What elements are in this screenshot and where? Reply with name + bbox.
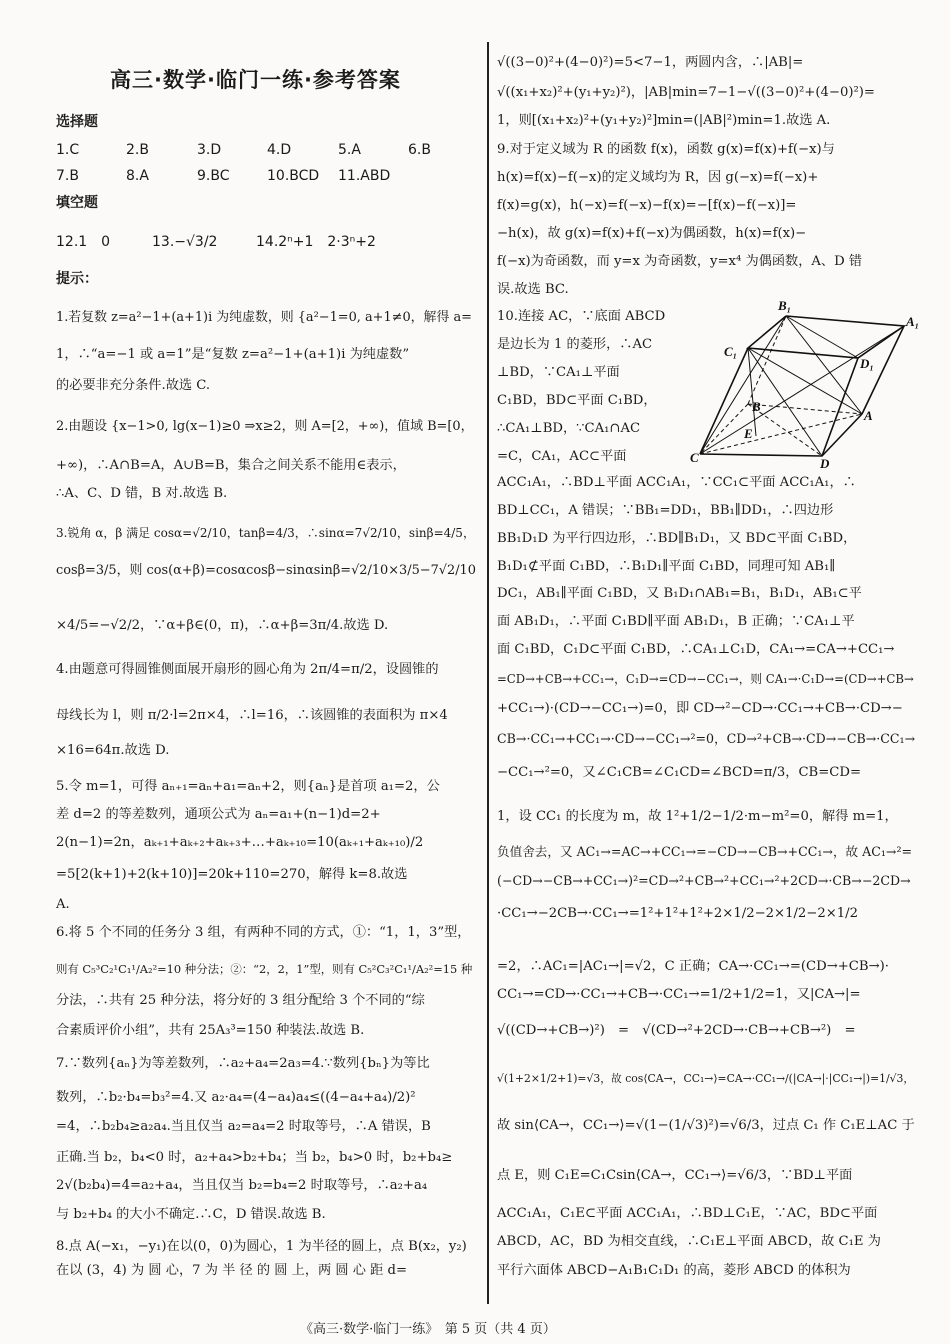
- left-explanation-line: 的必要非充分条件.故选 C.: [56, 378, 211, 393]
- right-explanation-line: CB→·CC₁→+CC₁→·CD→−CC₁→²=0，CD→²+CB→·CD→−CB→·CC₁→: [497, 731, 916, 746]
- right-explanation-line: 负值舍去，又 AC₁→=AC→+CC₁→=−CD→−CB→+CC₁→，故 AC₁→²=: [497, 844, 913, 859]
- label-e: E: [744, 426, 753, 441]
- right-explanation-line: −CC₁→²=0，又∠C₁CB=∠C₁CD=∠BCD=π/3，CB=CD=: [497, 765, 861, 780]
- right-explanation-line: √((CD→+CB→)²) = √(CD→²+2CD→·CB→+CB→²) =: [497, 1023, 856, 1038]
- right-explanation-line: f(−x)为奇函数，而 y=x 为奇函数，y=x⁴ 为偶函数，A、D 错: [497, 254, 863, 269]
- answer-4: 4.D: [267, 142, 292, 158]
- edge-dd1: [822, 358, 858, 456]
- left-explanation-line: 差 d=2 的等差数列，通项公式为 aₙ=a₁+(n−1)d=2+: [56, 807, 381, 822]
- answer-6: 6.B: [408, 142, 431, 158]
- label-a: A: [864, 408, 873, 423]
- left-explanation-line: 2.由题设 {x−1>0, lg(x−1)≥0 ⇒x≥2，则 A=[2，+∞)，值域 B=[0，: [56, 419, 474, 434]
- hidden-bb1: [748, 316, 786, 404]
- answer-2: 2.B: [126, 142, 149, 158]
- left-explanation-line: 5.令 m=1，可得 aₙ₊₁=aₙ+a₁=aₙ+2，则{aₙ}是首项 a₁=2，公: [56, 779, 440, 794]
- right-explanation-line: 是边长为 1 的菱形，∴AC: [497, 337, 653, 352]
- left-explanation-line: 正确.当 b₂，b₄<0 时，a₂+a₄>b₂+b₄；当 b₂，b₄>0 时，b₂+b₄≥: [56, 1150, 453, 1165]
- diag-ac1: [748, 348, 862, 414]
- left-explanation-line: ×16=64π.故选 D.: [56, 743, 170, 758]
- right-explanation-line: h(x)=f(x)−f(−x)的定义域均为 R，因 g(−x)=f(−x)+: [497, 170, 819, 185]
- right-explanation-line: =CD→+CB→+CC₁→，C₁D→=CD→−CC₁→，则 CA₁→·C₁D→=(CD→+CB→: [497, 672, 914, 686]
- label-d: D: [820, 456, 830, 468]
- right-explanation-line: 面 C₁BD，C₁D⊂平面 C₁BD，∴CA₁⊥C₁D，CA₁→=CA→+CC₁→: [497, 642, 895, 657]
- left-explanation-line: 在以 (3，4) 为 圆 心，7 为 半 径 的 圆 上，两 圆 心 距 d=: [56, 1263, 408, 1278]
- label-d1: D₁: [860, 356, 874, 371]
- diag-ab1: [786, 316, 862, 414]
- right-explanation-line: ∴CA₁⊥BD，∵CA₁∩AC: [497, 421, 641, 436]
- left-explanation-line: ∴A、C、D 错，B 对.故选 B.: [56, 486, 228, 501]
- left-explanation-line: 1.若复数 z=a²−1+(a+1)i 为纯虚数，则 {a²−1=0, a+1≠0，解得 a=: [56, 310, 472, 325]
- left-explanation-line: 则有 C₅³C₂¹C₁¹/A₂²=10 种分法；②：“2，2，1”型，则有 C₅²C₃²C₁¹/A₂²=15 种: [56, 962, 473, 976]
- left-explanation-line: 2(n−1)=2n，aₖ₊₁+aₖ₊₂+aₖ₊₃+…+aₖ₊₁₀=10(aₖ₊₁+aₖ₊₁₀)/2: [56, 835, 424, 850]
- left-explanation-line: A.: [56, 897, 70, 912]
- section-fill: 填空题: [56, 195, 98, 211]
- right-explanation-line: B₁D₁⊄平面 C₁BD，∴B₁D₁∥平面 C₁BD，同理可知 AB₁∥: [497, 559, 836, 574]
- label-b: B: [752, 399, 761, 414]
- right-explanation-line: BB₁D₁D 为平行四边形，∴BD∥B₁D₁，又 BD⊂平面 C₁BD，: [497, 531, 857, 546]
- right-explanation-line: =C，CA₁，AC⊂平面: [497, 449, 627, 464]
- right-explanation-line: ·CC₁→−2CB→·CC₁→=1²+1²+1²+2×1/2−2×1/2−2×1/2: [497, 906, 859, 921]
- left-explanation-line: 1，∴“a=−1 或 a=1”是“复数 z=a²−1+(a+1)i 为纯虚数”: [56, 347, 410, 362]
- label-a1: A₁: [906, 314, 920, 329]
- hidden-ca: [700, 414, 862, 454]
- right-explanation-line: 点 E，则 C₁E=C₁Csin⟨CA→，CC₁→⟩=√6/3，∵BD⊥平面: [497, 1168, 853, 1183]
- right-explanation-line: f(x)=g(x)，h(−x)=f(−x)−f(x)=−[f(x)−f(−x)]=: [497, 198, 797, 213]
- answer-10: 10.BCD: [267, 168, 320, 184]
- fill-answer-12: 12.1 0: [56, 234, 111, 250]
- hidden-cb: [700, 404, 748, 454]
- left-explanation-line: =5[2(k+1)+2(k+10)]=20k+110=270，解得 k=8.故选: [56, 867, 408, 882]
- left-explanation-line: 7.∵数列{aₙ}为等差数列，∴a₂+a₄=2a₃=4.∵数列{bₙ}为等比: [56, 1056, 430, 1071]
- left-explanation-line: 6.将 5 个不同的任务分 3 组，有两种不同的方式，①：“1，1，3”型，: [56, 925, 471, 940]
- right-explanation-line: ACC₁A₁，C₁E⊂平面 ACC₁A₁，∴BD⊥C₁E，∵AC，BD⊂平面: [497, 1206, 878, 1221]
- right-explanation-line: −h(x)，故 g(x)=f(x)+f(−x)为偶函数，h(x)=f(x)−: [497, 226, 807, 241]
- right-explanation-line: =2，∴AC₁=|AC₁→|=√2，C 正确；CA→·CC₁→=(CD→+CB→)·: [497, 959, 889, 974]
- right-explanation-line: C₁BD，BD⊂平面 C₁BD，: [497, 393, 657, 408]
- label-c: C: [690, 450, 699, 465]
- right-explanation-line: 9.对于定义域为 R 的函数 f(x)，函数 g(x)=f(x)+f(−x)与: [497, 142, 835, 157]
- right-explanation-line: 1，则[(x₁+x₂)²+(y₁+y₂)²]min=(|AB|²)min=1.故选 A.: [497, 113, 831, 128]
- answer-11: 11.ABD: [338, 168, 391, 184]
- section-hints: 提示：: [56, 271, 98, 287]
- label-b1: B₁: [778, 298, 792, 313]
- left-explanation-line: 数列，∴b₂·b₄=b₃²=4.又 a₂·a₄=(4−a₄)a₄≤((4−a₄+a₄)/2)²: [56, 1090, 416, 1105]
- left-explanation-line: 2√(b₂b₄)=4=a₂+a₄，当且仅当 b₂=b₄=2 时取等号，∴a₂+a₄: [56, 1178, 428, 1193]
- answer-9: 9.BC: [197, 168, 230, 184]
- right-explanation-line: (−CD→−CB→+CC₁→)²=CD→²+CB→²+CC₁→²+2CD→·CB→−2CD→: [497, 873, 911, 888]
- right-explanation-line: √((3−0)²+(4−0)²)=5<7−1，两圆内含，∴|AB|=: [497, 55, 804, 70]
- right-explanation-line: √((x₁+x₂)²+(y₁+y₂)²)，|AB|min=7−1−√((3−0)²+(4−0)²)=: [497, 85, 875, 100]
- left-explanation-line: ×4/5=−√2/2，∵α+β∈(0，π)，∴α+β=3π/4.故选 D.: [56, 618, 389, 633]
- left-explanation-line: 3.锐角 α，β 满足 cosα=√2/10，tanβ=4/3，∴sinα=7√2/10，sinβ=4/5，: [56, 526, 475, 540]
- right-explanation-line: +CC₁→)·(CD→−CC₁→)=0，即 CD→²−CD→·CC₁→+CB→·CD→−: [497, 701, 903, 716]
- right-explanation-line: 面 AB₁D₁，∴平面 C₁BD∥平面 AB₁D₁，B 正确；∵CA₁⊥平: [497, 614, 855, 629]
- left-explanation-line: =4，∴b₂b₄≥a₂a₄.当且仅当 a₂=a₄=2 时取等号，∴A 错误，B: [56, 1119, 431, 1134]
- right-explanation-line: ACC₁A₁，∴BD⊥平面 ACC₁A₁，∵CC₁⊂平面 ACC₁A₁，∴: [497, 475, 856, 490]
- right-explanation-line: CC₁→=CD→·CC₁→+CB→·CC₁→=1/2+1/2=1，又|CA→|=: [497, 987, 861, 1002]
- left-explanation-line: 分法，∴共有 25 种分法，将分好的 3 组分配给 3 个不同的“综: [56, 993, 425, 1008]
- right-explanation-line: ABCD，AC，BD 为相交直线，∴C₁E⊥平面 ABCD，故 C₁E 为: [497, 1234, 881, 1249]
- left-explanation-line: 与 b₂+b₄ 的大小不确定.∴C，D 错误.故选 B.: [56, 1207, 326, 1222]
- label-c1: C₁: [724, 344, 738, 359]
- left-explanation-line: 母线长为 l，则 π/2·l=2π×4，∴l=16，∴该圆锥的表面积为 π×4: [56, 708, 448, 723]
- page-footer: 《高三·数学·临门一练》 第 5 页（共 4 页）: [300, 1322, 556, 1337]
- right-explanation-line: 1，设 CC₁ 的长度为 m，故 1²+1/2−1/2·m−m²=0，解得 m=1，: [497, 809, 898, 824]
- answer-7: 7.B: [56, 168, 79, 184]
- parallelepiped-figure: [690, 296, 920, 468]
- right-explanation-line: BD⊥CC₁，A 错误；∵BB₁=DD₁，BB₁∥DD₁，∴四边形: [497, 503, 834, 518]
- top-face-outline: [748, 316, 904, 358]
- page-title: 高三·数学·临门一练·参考答案: [110, 68, 401, 92]
- fill-answer-14: 14.2ⁿ+1 2·3ⁿ+2: [256, 234, 376, 250]
- answer-8: 8.A: [126, 168, 149, 184]
- column-divider: [487, 42, 489, 1304]
- left-explanation-line: 8.点 A(−x₁，−y₁)在以(0，0)为圆心，1 为半径的圆上，点 B(x₂，y₂): [56, 1239, 467, 1254]
- right-explanation-line: 10.连接 AC，∵底面 ABCD: [497, 309, 666, 324]
- right-explanation-line: 平行六面体 ABCD−A₁B₁C₁D₁ 的高，菱形 ABCD 的体积为: [497, 1263, 851, 1278]
- edge-cc1: [700, 348, 748, 454]
- hidden-ba: [748, 404, 862, 414]
- answer-3: 3.D: [197, 142, 222, 158]
- left-explanation-line: 合素质评价小组”，共有 25A₃³=150 种装法.故选 B.: [56, 1023, 365, 1038]
- right-explanation-line: 故 sin⟨CA→，CC₁→⟩=√(1−(1/√3)²)=√6/3，过点 C₁ 作 C₁E⊥AC 于: [497, 1118, 915, 1133]
- right-explanation-line: √(1+2×1/2+1)=√3，故 cos⟨CA→，CC₁→⟩=CA→·CC₁→/(|CA→|·|CC₁→|)=1/√3，: [497, 1072, 915, 1085]
- answer-5: 5.A: [338, 142, 361, 158]
- right-explanation-line: 误.故选 BC.: [497, 282, 569, 297]
- left-explanation-line: 4.由题意可得圆锥侧面展开扇形的圆心角为 2π/4=π/2，设圆锥的: [56, 662, 439, 677]
- left-explanation-line: cosβ=3/5，则 cos(α+β)=cosαcosβ−sinαsinβ=√2/10×3/5−7√2/10: [56, 563, 476, 578]
- left-explanation-line: +∞)，∴A∩B=A，A∪B=B，集合之间关系不能用∈表示，: [56, 458, 406, 473]
- fill-answer-13: 13.−√3/2: [152, 234, 218, 250]
- right-explanation-line: DC₁，AB₁∥平面 C₁BD，又 B₁D₁∩AB₁=B₁，B₁D₁，AB₁⊂平: [497, 586, 862, 601]
- section-choice: 选择题: [56, 114, 98, 130]
- right-explanation-line: ⊥BD，∵CA₁⊥平面: [497, 365, 620, 380]
- answer-1: 1.C: [56, 142, 80, 158]
